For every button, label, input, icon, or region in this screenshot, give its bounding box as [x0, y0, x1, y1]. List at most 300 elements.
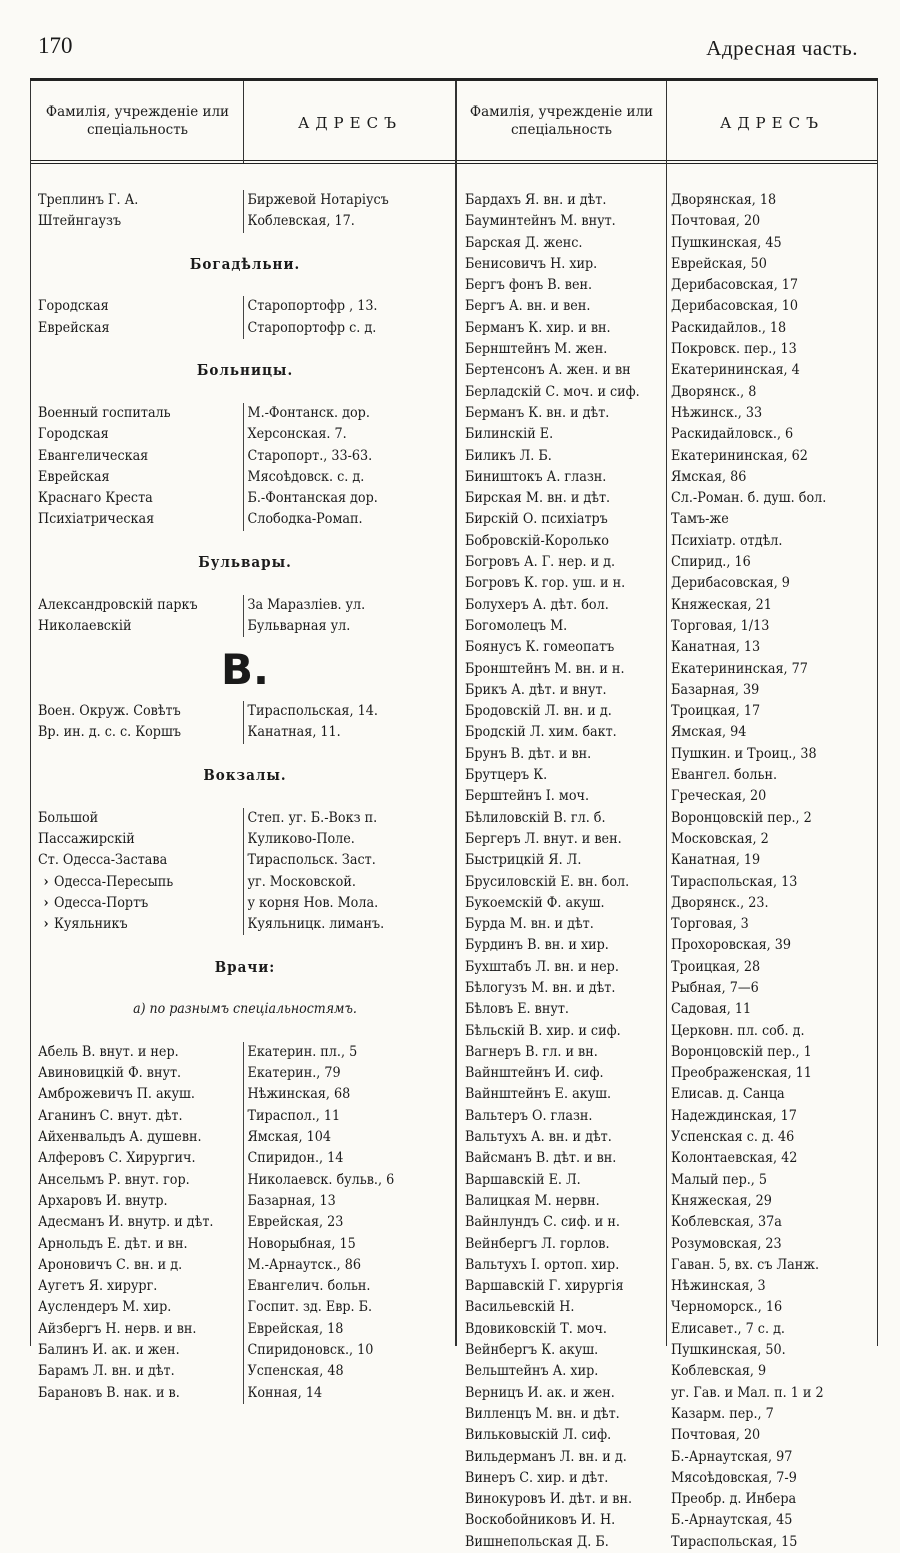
entry-name-text: Бауминтейнъ М. внут. — [465, 213, 616, 230]
entry-name — [465, 765, 667, 786]
directory-entry — [465, 296, 875, 317]
entry-name-text: Брикъ А. дѣт. и внут. — [465, 681, 607, 698]
directory-entry — [38, 1319, 452, 1340]
directory-entry — [465, 701, 875, 722]
directory-entry — [465, 1319, 875, 1340]
directory-entry — [38, 1148, 452, 1169]
entry-name-text: Берладскій С. моч. и сиф. — [465, 383, 640, 400]
directory-entry — [465, 446, 875, 467]
entry-name — [465, 1234, 667, 1255]
entry-name — [465, 999, 667, 1020]
entry-address: Греческая, 20 — [671, 788, 767, 805]
directory-entry — [465, 872, 875, 893]
directory-entry — [465, 1276, 875, 1297]
entry-address: Новорыбная, 15 — [243, 1234, 453, 1255]
directory-entry — [465, 1106, 875, 1127]
entry-address: Пушкинская, 45 — [671, 234, 782, 251]
entry-name-text: Ансельмъ Р. внут. гор. — [38, 1171, 190, 1188]
entry-address: у корня Нов. Мола. — [243, 893, 453, 914]
entry-name-text: Бергеръ Л. внут. и вен. — [465, 830, 622, 847]
entry-name-text: Одесса-Пересыпь — [54, 873, 174, 890]
entry-address: Пушкинская, 50. — [671, 1342, 786, 1359]
entry-name — [465, 786, 667, 807]
entry-name — [465, 424, 667, 445]
entry-name — [465, 1084, 667, 1105]
entry-name-text: Куяльникъ — [54, 916, 128, 933]
entry-name-text: Вдовиковскій Т. моч. — [465, 1320, 607, 1337]
entry-name — [38, 1042, 243, 1063]
spacer-row — [38, 573, 452, 594]
entry-name — [38, 190, 243, 211]
entry-address: Еврейская, 18 — [243, 1319, 453, 1340]
entry-address: Ямская, 86 — [671, 468, 747, 485]
left-address-header: АДРЕСЪ — [298, 114, 402, 132]
directory-entry — [465, 914, 875, 935]
entry-address: Воронцовскій пер., 2 — [671, 809, 812, 826]
entry-name — [465, 893, 667, 914]
entry-name — [465, 446, 667, 467]
entry-address: Бульварная ул. — [243, 616, 453, 637]
entry-name — [465, 850, 667, 871]
right-name-header: Фамилія, учрежденіе или спеціальность — [469, 104, 654, 138]
spacer-row — [38, 1021, 452, 1042]
entry-address: Успенская с. д. 46 — [671, 1129, 795, 1146]
entry-name-text: Бронштейнъ М. вн. и н. — [465, 660, 625, 677]
entry-address: Коблевская, 37а — [671, 1214, 782, 1231]
directory-entry — [465, 339, 875, 360]
entry-name — [465, 1276, 667, 1297]
left-name-header: Фамилія, учрежденіе или спеціальность — [45, 104, 230, 138]
entry-address: Ямская, 104 — [243, 1127, 453, 1148]
entry-name — [38, 488, 243, 509]
entry-address: Базарная, 39 — [671, 681, 760, 698]
entry-name-text: Вальтухъ А. вн. и дѣт. — [465, 1129, 612, 1146]
entry-name — [38, 1084, 243, 1105]
directory-entry — [38, 1255, 452, 1276]
directory-entry — [465, 1255, 875, 1276]
directory-entry — [465, 808, 875, 829]
entry-name-text: Бергъ фонъ В. вен. — [465, 277, 593, 294]
entry-address: Тираспольская, 13 — [671, 873, 798, 890]
entry-name — [465, 339, 667, 360]
entry-name — [465, 701, 667, 722]
spacer-row — [38, 935, 452, 956]
directory-entry — [465, 1297, 875, 1318]
entry-name — [465, 616, 667, 637]
entry-address: Черноморск., 16 — [671, 1299, 783, 1316]
center-divider — [455, 81, 457, 1346]
directory-entry — [465, 850, 875, 871]
entry-address: Дерибасовская, 10 — [671, 298, 799, 315]
entry-name — [38, 1106, 243, 1127]
entry-address: Мясоѣдовская, 7-9 — [671, 1469, 797, 1486]
heading-row — [38, 957, 452, 978]
entry-name — [465, 360, 667, 381]
entry-address: Екатерин. пл., 5 — [243, 1042, 453, 1063]
directory-entry — [465, 637, 875, 658]
entry-name-text: Амброжевичъ П. акуш. — [38, 1086, 195, 1103]
entry-name — [465, 1489, 667, 1510]
entry-address: Раскидайлов., 18 — [671, 319, 787, 336]
directory-entry — [465, 595, 875, 616]
entry-name-text: Вельштейнъ А. хир. — [465, 1363, 599, 1380]
heading-row — [38, 765, 452, 786]
directory-entry — [465, 190, 875, 211]
entry-address: Екатерин., 79 — [243, 1063, 453, 1084]
entry-address: Екатерининская, 62 — [671, 447, 808, 464]
directory-entry — [465, 318, 875, 339]
entry-name-text: Боянусъ К. гомеопатъ — [465, 639, 615, 656]
entry-name-text: Барановъ В. нак. и в. — [38, 1384, 180, 1401]
entry-name — [465, 595, 667, 616]
section-heading: Вокзалы. — [203, 766, 287, 785]
entry-name — [38, 1148, 243, 1169]
entry-address: За Маразліев. ул. — [243, 595, 453, 616]
entry-address: Старопортофр , 13. — [243, 296, 453, 317]
entry-name — [465, 211, 667, 232]
entry-name-text: Вильдерманъ Л. вн. и д. — [465, 1448, 627, 1465]
entry-address: Канатная, 11. — [243, 722, 453, 743]
entry-name-text: Аугетъ Я. хирург. — [38, 1278, 158, 1295]
right-column — [465, 190, 875, 1553]
heading-row — [38, 999, 452, 1020]
entry-address: Княжеская, 29 — [671, 1192, 772, 1209]
entry-address: Дворянская, 18 — [671, 192, 777, 208]
entry-address: Елисавет., 7 с. д. — [671, 1320, 785, 1337]
heading-row — [38, 254, 452, 275]
entry-address: уг. Московской. — [243, 872, 453, 893]
spacer-row — [38, 275, 452, 296]
directory-entry — [38, 722, 452, 743]
right-address-header: АДРЕСЪ — [720, 114, 824, 132]
entry-address: Степ. уг. Б.-Вокз п. — [243, 808, 453, 829]
entry-name — [465, 1170, 667, 1191]
entry-name-text: Бѣльскій В. хир. и сиф. — [465, 1022, 621, 1039]
directory-entry — [38, 701, 452, 722]
entry-name — [465, 233, 667, 254]
directory-entry — [465, 1234, 875, 1255]
entry-name — [465, 1404, 667, 1425]
directory-entry — [38, 1276, 452, 1297]
directory-entry — [465, 1191, 875, 1212]
directory-entry — [38, 424, 452, 445]
entry-address: Старопорт., 33-63. — [243, 446, 453, 467]
directory-entry — [465, 1021, 875, 1042]
table-top-rule — [30, 78, 878, 81]
entry-address: Базарная, 13 — [243, 1191, 453, 1212]
entry-address: Тираспольская, 14. — [243, 701, 453, 722]
directory-entry — [38, 403, 452, 424]
entry-name — [465, 1383, 667, 1404]
entry-name-text: Богровъ А. Г. нер. и д. — [465, 554, 616, 571]
entry-name — [465, 722, 667, 743]
directory-entry — [465, 1127, 875, 1148]
entry-name — [38, 595, 243, 616]
directory-entry — [465, 893, 875, 914]
directory-entry — [465, 829, 875, 850]
entry-name-text: Богомолецъ М. — [465, 617, 568, 634]
entry-name — [465, 552, 667, 573]
directory-entry — [38, 1191, 452, 1212]
entry-name — [38, 467, 243, 488]
entry-name — [465, 1468, 667, 1489]
entry-name-text: Треплинъ Г. А. — [38, 192, 139, 208]
directory-entry — [465, 616, 875, 637]
entry-name-text: Одесса-Портъ — [54, 894, 149, 911]
entry-name — [38, 1127, 243, 1148]
entry-name-text: Бернштейнъ М. жен. — [465, 341, 608, 358]
directory-entry — [465, 1425, 875, 1446]
entry-name — [38, 424, 243, 445]
directory-entry — [465, 765, 875, 786]
entry-name — [465, 1063, 667, 1084]
directory-entry — [465, 1532, 875, 1553]
directory-entry — [465, 1404, 875, 1425]
entry-address: Церковн. пл. соб. д. — [671, 1022, 805, 1039]
directory-entry — [465, 1212, 875, 1233]
entry-name — [465, 1106, 667, 1127]
entry-address: уг. Гав. и Мал. п. 1 и 2 — [671, 1384, 824, 1401]
entry-name-text: Айхенвальдъ А. душевн. — [38, 1129, 202, 1146]
entry-name-text: Авиновицкій Ф. внут. — [38, 1065, 182, 1082]
entry-name-text: Вр. ин. д. с. с. Коршъ — [38, 724, 181, 741]
directory-entry — [38, 595, 452, 616]
entry-name-text: Берманъ К. хир. и вн. — [465, 319, 611, 336]
entry-address: Садовая, 11 — [671, 1001, 752, 1018]
entry-address: Преображенская, 11 — [671, 1065, 812, 1082]
entry-name-text: Бѣлогузъ М. вн. и дѣт. — [465, 979, 616, 996]
entry-name-text: Бухштабъ Л. вн. и нер. — [465, 958, 619, 975]
entry-name — [465, 1425, 667, 1446]
entry-name-text: Еврейская — [38, 468, 110, 485]
entry-name-text: Городская — [38, 298, 109, 315]
entry-name-text: Бирская М. вн. и дѣт. — [465, 490, 611, 507]
entry-address: Еврейская, 50 — [671, 255, 767, 272]
entry-address: Розумовская, 23 — [671, 1235, 782, 1252]
entry-address: Коблевская, 9 — [671, 1363, 767, 1380]
directory-entry — [38, 808, 452, 829]
entry-name — [465, 403, 667, 424]
entry-name-text: Айзбергъ Н. нерв. и вн. — [38, 1320, 197, 1337]
entry-address: Тираспольск. Заст. — [243, 850, 453, 871]
entry-name-text: Бобровскій-Королько — [465, 532, 609, 549]
entry-name — [465, 1510, 667, 1531]
left-header-divider — [243, 81, 244, 163]
entry-name — [38, 701, 243, 722]
section-heading: Богадѣльни. — [189, 254, 301, 273]
entry-name — [465, 1021, 667, 1042]
entry-name-text: Большой — [38, 809, 99, 826]
directory-entry — [465, 1489, 875, 1510]
ditto-mark: › — [43, 873, 49, 890]
directory-entry — [38, 1127, 452, 1148]
entry-name-text: Аганинъ С. внут. дѣт. — [38, 1107, 183, 1124]
directory-entry — [465, 233, 875, 254]
entry-name — [38, 1319, 243, 1340]
entry-address: Госпит. зд. Евр. Б. — [243, 1297, 453, 1318]
heading-row — [38, 644, 452, 694]
directory-entry — [38, 1234, 452, 1255]
entry-name-text: Винокуровъ И. дѣт. и вн. — [465, 1491, 633, 1508]
directory-entry — [465, 467, 875, 488]
directory-entry — [465, 1170, 875, 1191]
directory-entry — [465, 957, 875, 978]
entry-name-text: Вейнбергъ Л. горлов. — [465, 1235, 610, 1252]
directory-entry — [465, 680, 875, 701]
entry-name-text: Военный госпиталь — [38, 404, 171, 421]
entry-address: Дворянск., 8 — [671, 383, 757, 400]
entry-name-text: Брутцеръ К. — [465, 767, 548, 784]
entry-name-text: Ст. Одесса-Застава — [38, 852, 168, 869]
entry-address: Екатерининская, 4 — [671, 362, 800, 379]
page-number: 170 — [38, 33, 73, 58]
entry-address: Куяльницк. лиманъ. — [243, 914, 453, 935]
entry-name — [465, 637, 667, 658]
entry-name-text: Городская — [38, 426, 109, 443]
directory-entry — [38, 318, 452, 339]
entry-address: Малый пер., 5 — [671, 1171, 768, 1188]
header-bottom-rule — [30, 160, 878, 161]
section-heading: Врачи: — [214, 957, 276, 976]
directory-entry — [38, 446, 452, 467]
directory-entry — [465, 1148, 875, 1169]
directory-entry — [38, 1340, 452, 1361]
directory-entry — [38, 893, 452, 914]
entry-address: Нѣжинская, 3 — [671, 1278, 766, 1295]
entry-address: Сл.-Роман. б. душ. бол. — [671, 490, 827, 507]
entry-name-text: Винеръ С. хир. и дѣт. — [465, 1469, 609, 1486]
entry-name — [38, 850, 243, 871]
spacer-row — [38, 978, 452, 999]
entry-address: Торговая, 1/13 — [671, 617, 770, 634]
entry-name-text: Бардахъ Я. вн. и дѣт. — [465, 192, 607, 208]
entry-name — [38, 1170, 243, 1191]
entry-name-text: Букоемскій Ф. акуш. — [465, 894, 605, 911]
entry-address: Старопортофр с. д. — [243, 318, 453, 339]
directory-entry — [38, 914, 452, 935]
entry-name-text: Вайсманъ В. дѣт. и вн. — [465, 1150, 617, 1167]
directory-entry — [465, 659, 875, 680]
entry-address: Евангелич. больн. — [243, 1276, 453, 1297]
entry-address: Тираспол., 11 — [243, 1106, 453, 1127]
entry-name-text: Абель В. внут. и нер. — [38, 1043, 179, 1060]
entry-name — [38, 509, 243, 530]
directory-entry — [465, 1510, 875, 1531]
entry-address: Нѣжинская, 68 — [243, 1084, 453, 1105]
directory-entry — [38, 850, 452, 871]
directory-entry — [465, 1340, 875, 1361]
entry-name-text: Александровскій паркъ — [38, 596, 198, 613]
entry-name — [465, 659, 667, 680]
entry-name-text: Архаровъ И. внутр. — [38, 1192, 168, 1209]
directory-entry — [465, 275, 875, 296]
entry-name-text: Варшавскій Е. Л. — [465, 1171, 581, 1188]
directory-entry — [465, 1361, 875, 1382]
directory-entry — [465, 403, 875, 424]
entry-address: Евангел. больн. — [671, 767, 778, 784]
entry-address: Дерибасовская, 17 — [671, 277, 799, 294]
entry-name-text: Бергъ А. вн. и вен. — [465, 298, 591, 315]
entry-address: Троицкая, 28 — [671, 958, 761, 975]
entry-name — [38, 1383, 243, 1404]
directory-entry — [38, 1383, 452, 1404]
directory-entry — [38, 190, 452, 211]
entry-name — [465, 190, 667, 211]
entry-name — [38, 1255, 243, 1276]
entry-name-text: Биништокъ А. глазн. — [465, 468, 607, 485]
entry-name-text: Бенисовичъ Н. хир. — [465, 255, 598, 272]
directory-entry — [465, 722, 875, 743]
entry-name — [38, 1276, 243, 1297]
entry-name — [465, 1297, 667, 1318]
entry-name — [38, 446, 243, 467]
entry-name — [465, 318, 667, 339]
entry-name — [38, 1340, 243, 1361]
entry-name-text: Вагнеръ В. гл. и вн. — [465, 1043, 598, 1060]
entry-name-text: Воен. Окруж. Совѣтъ — [38, 703, 181, 720]
entry-address: Тамъ-же — [671, 511, 729, 528]
entry-name-text: Воскобойниковъ И. Н. — [465, 1512, 616, 1529]
entry-name — [38, 616, 243, 637]
directory-entry — [465, 1383, 875, 1404]
directory-entry — [465, 509, 875, 530]
entry-name — [465, 872, 667, 893]
entry-address: Рыбная, 7—6 — [671, 979, 759, 996]
entry-address: Канатная, 13 — [671, 639, 761, 656]
directory-entry — [465, 786, 875, 807]
entry-name — [465, 1127, 667, 1148]
entry-name-text: Биликъ Л. Б. — [465, 447, 552, 464]
directory-entry — [465, 744, 875, 765]
subsection-heading: а) по разнымъ спеціальностямъ. — [133, 1001, 357, 1018]
entry-address: Конная, 14 — [243, 1383, 453, 1404]
entry-name-text: Вайнштейнъ И. сиф. — [465, 1065, 604, 1082]
entry-name — [465, 573, 667, 594]
entry-address: Тираспольская, 15 — [671, 1533, 798, 1550]
entry-address: Психіатр. отдѣл. — [671, 532, 783, 549]
entry-name — [465, 531, 667, 552]
entry-address: М.-Арнаутск., 86 — [243, 1255, 453, 1276]
entry-name-text: Бѣлиловскій В. гл. б. — [465, 809, 606, 826]
entry-address: Ямская, 94 — [671, 724, 747, 741]
entry-name-text: Вальтеръ О. глазн. — [465, 1107, 593, 1124]
directory-entry — [465, 1468, 875, 1489]
directory-entry — [465, 552, 875, 573]
entry-name — [38, 1063, 243, 1084]
entry-name — [465, 275, 667, 296]
entry-name — [38, 1361, 243, 1382]
entry-address: Воронцовскій пер., 1 — [671, 1043, 812, 1060]
directory-entry — [38, 488, 452, 509]
entry-address: Спиридон., 14 — [243, 1148, 453, 1169]
entry-name-text: Балинъ И. ак. и жен. — [38, 1342, 180, 1359]
entry-name — [465, 1042, 667, 1063]
spacer-row — [38, 786, 452, 807]
entry-name — [38, 318, 243, 339]
entry-address: Княжеская, 21 — [671, 596, 772, 613]
left-column — [38, 190, 452, 1404]
entry-name-text: Вальтухъ І. ортоп. хир. — [465, 1256, 620, 1273]
entry-name — [465, 1340, 667, 1361]
entry-address: Прохоровская, 39 — [671, 937, 792, 954]
entry-name — [465, 680, 667, 701]
entry-name — [465, 957, 667, 978]
entry-address: Еврейская, 23 — [243, 1212, 453, 1233]
ditto-mark: › — [43, 894, 49, 911]
entry-name-text: Билинскій Е. — [465, 426, 554, 443]
entry-name-text: Пассажирскій — [38, 830, 135, 847]
entry-name-text: Адесманъ И. внутр. и дѣт. — [38, 1214, 214, 1231]
